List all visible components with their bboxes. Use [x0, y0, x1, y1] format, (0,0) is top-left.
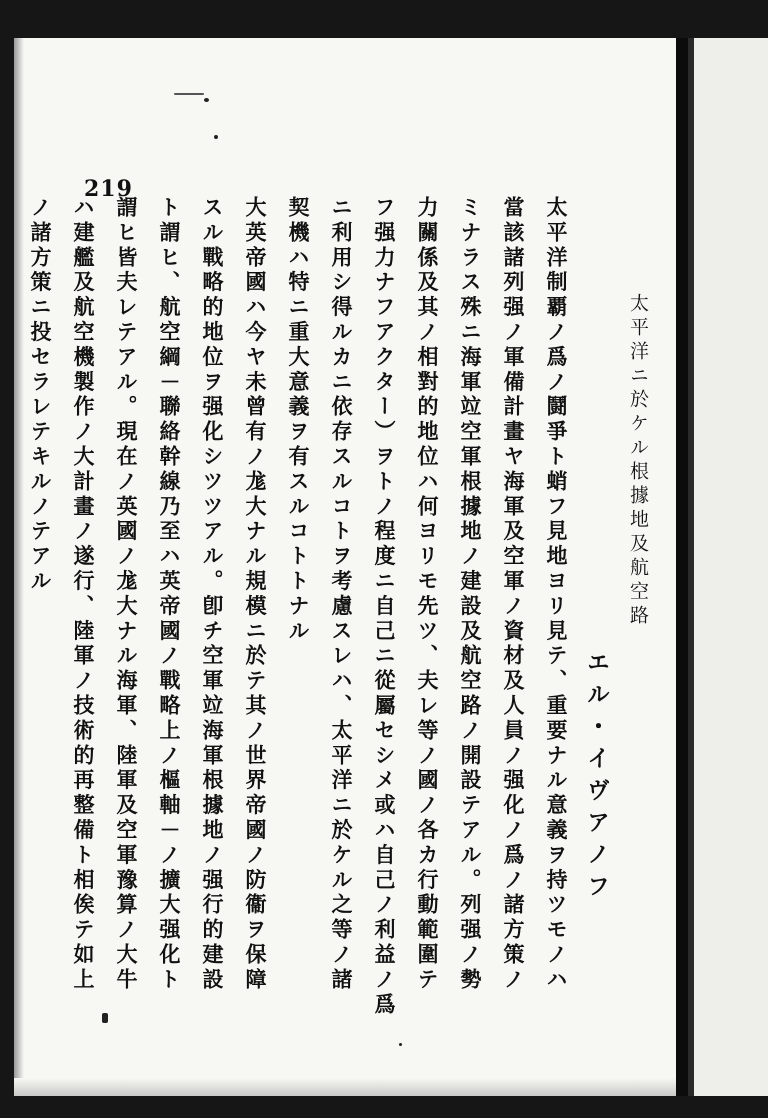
facing-page-shadow — [688, 38, 694, 1096]
body-column-9: スル戰略的地位ヲ强化シツツアル。卽チ空軍竝海軍根據地ノ强行的建設 — [200, 196, 225, 993]
body-column-8: 大英帝國ハ今ヤ未曾有ノ尨大ナル規模ニ於テ其ノ世界帝國ノ防衞ヲ保障 — [243, 196, 268, 993]
ink-streak — [174, 93, 204, 95]
author-name: エル・イヴアノフ — [583, 650, 610, 906]
ink-speck — [204, 98, 209, 102]
body-column-1: 太平洋制覇ノ爲ノ鬪爭ト蛸フ見地ヨリ見テ、重要ナル意義ヲ持ツモノハ — [544, 196, 569, 993]
body-column-12: ハ建艦及航空機製作ノ大計畫ノ遂行、陸軍ノ技術的再整備ト相俟テ如上 — [71, 196, 96, 993]
body-column-11: 謂ヒ皆夫レテアル。現在ノ英國ノ尨大ナル海軍、陸軍及空軍豫算ノ大牛 — [114, 196, 139, 993]
body-column-3: ミナラス殊ニ海軍竝空軍根據地ノ建設及航空路ノ開設テアル。列强ノ勢 — [458, 196, 483, 993]
body-column-7: 契機ハ特ニ重大意義ヲ有スルコトトナル — [286, 196, 311, 645]
body-column-10: ト謂ヒ、航空綱－聯絡幹線乃至ハ英帝國ノ戰略上ノ樞軸－ノ擴大强化ト — [157, 196, 182, 993]
body-column-4: 力關係及其ノ相對的地位ハ何ヨリモ先ツ、夫レ等ノ國ノ各カ行動範圍テ — [415, 196, 440, 993]
ink-speck — [214, 135, 218, 139]
body-column-13: ノ諸方策ニ投セラレテキルノテアル — [28, 196, 53, 595]
body-column-6: ニ利用シ得ルカニ依存スルコトヲ考慮スレハ、太平洋ニ於ケル之等ノ諸 — [329, 196, 354, 993]
page-edge-shadow — [14, 38, 24, 1096]
book-page — [14, 38, 677, 1096]
page-number: 219 — [84, 176, 133, 202]
book-spine — [676, 38, 688, 1096]
page-bottom-edge — [14, 1078, 676, 1096]
facing-page-edge — [688, 38, 768, 1096]
body-column-5: フ强力ナフアクター）ヲトノ程度ニ自己ニ從屬セシメ或ハ自己ノ利益ノ爲 — [372, 196, 397, 1018]
ink-speck — [102, 1013, 108, 1023]
ink-speck — [399, 1043, 402, 1046]
running-title: 太平洋ニ於ケル根據地及航空路 — [627, 293, 649, 629]
body-column-2: 當該諸列强ノ軍備計畫ヤ海軍及空軍ノ資材及人員ノ强化ノ爲ノ諸方策ノ — [501, 196, 526, 993]
